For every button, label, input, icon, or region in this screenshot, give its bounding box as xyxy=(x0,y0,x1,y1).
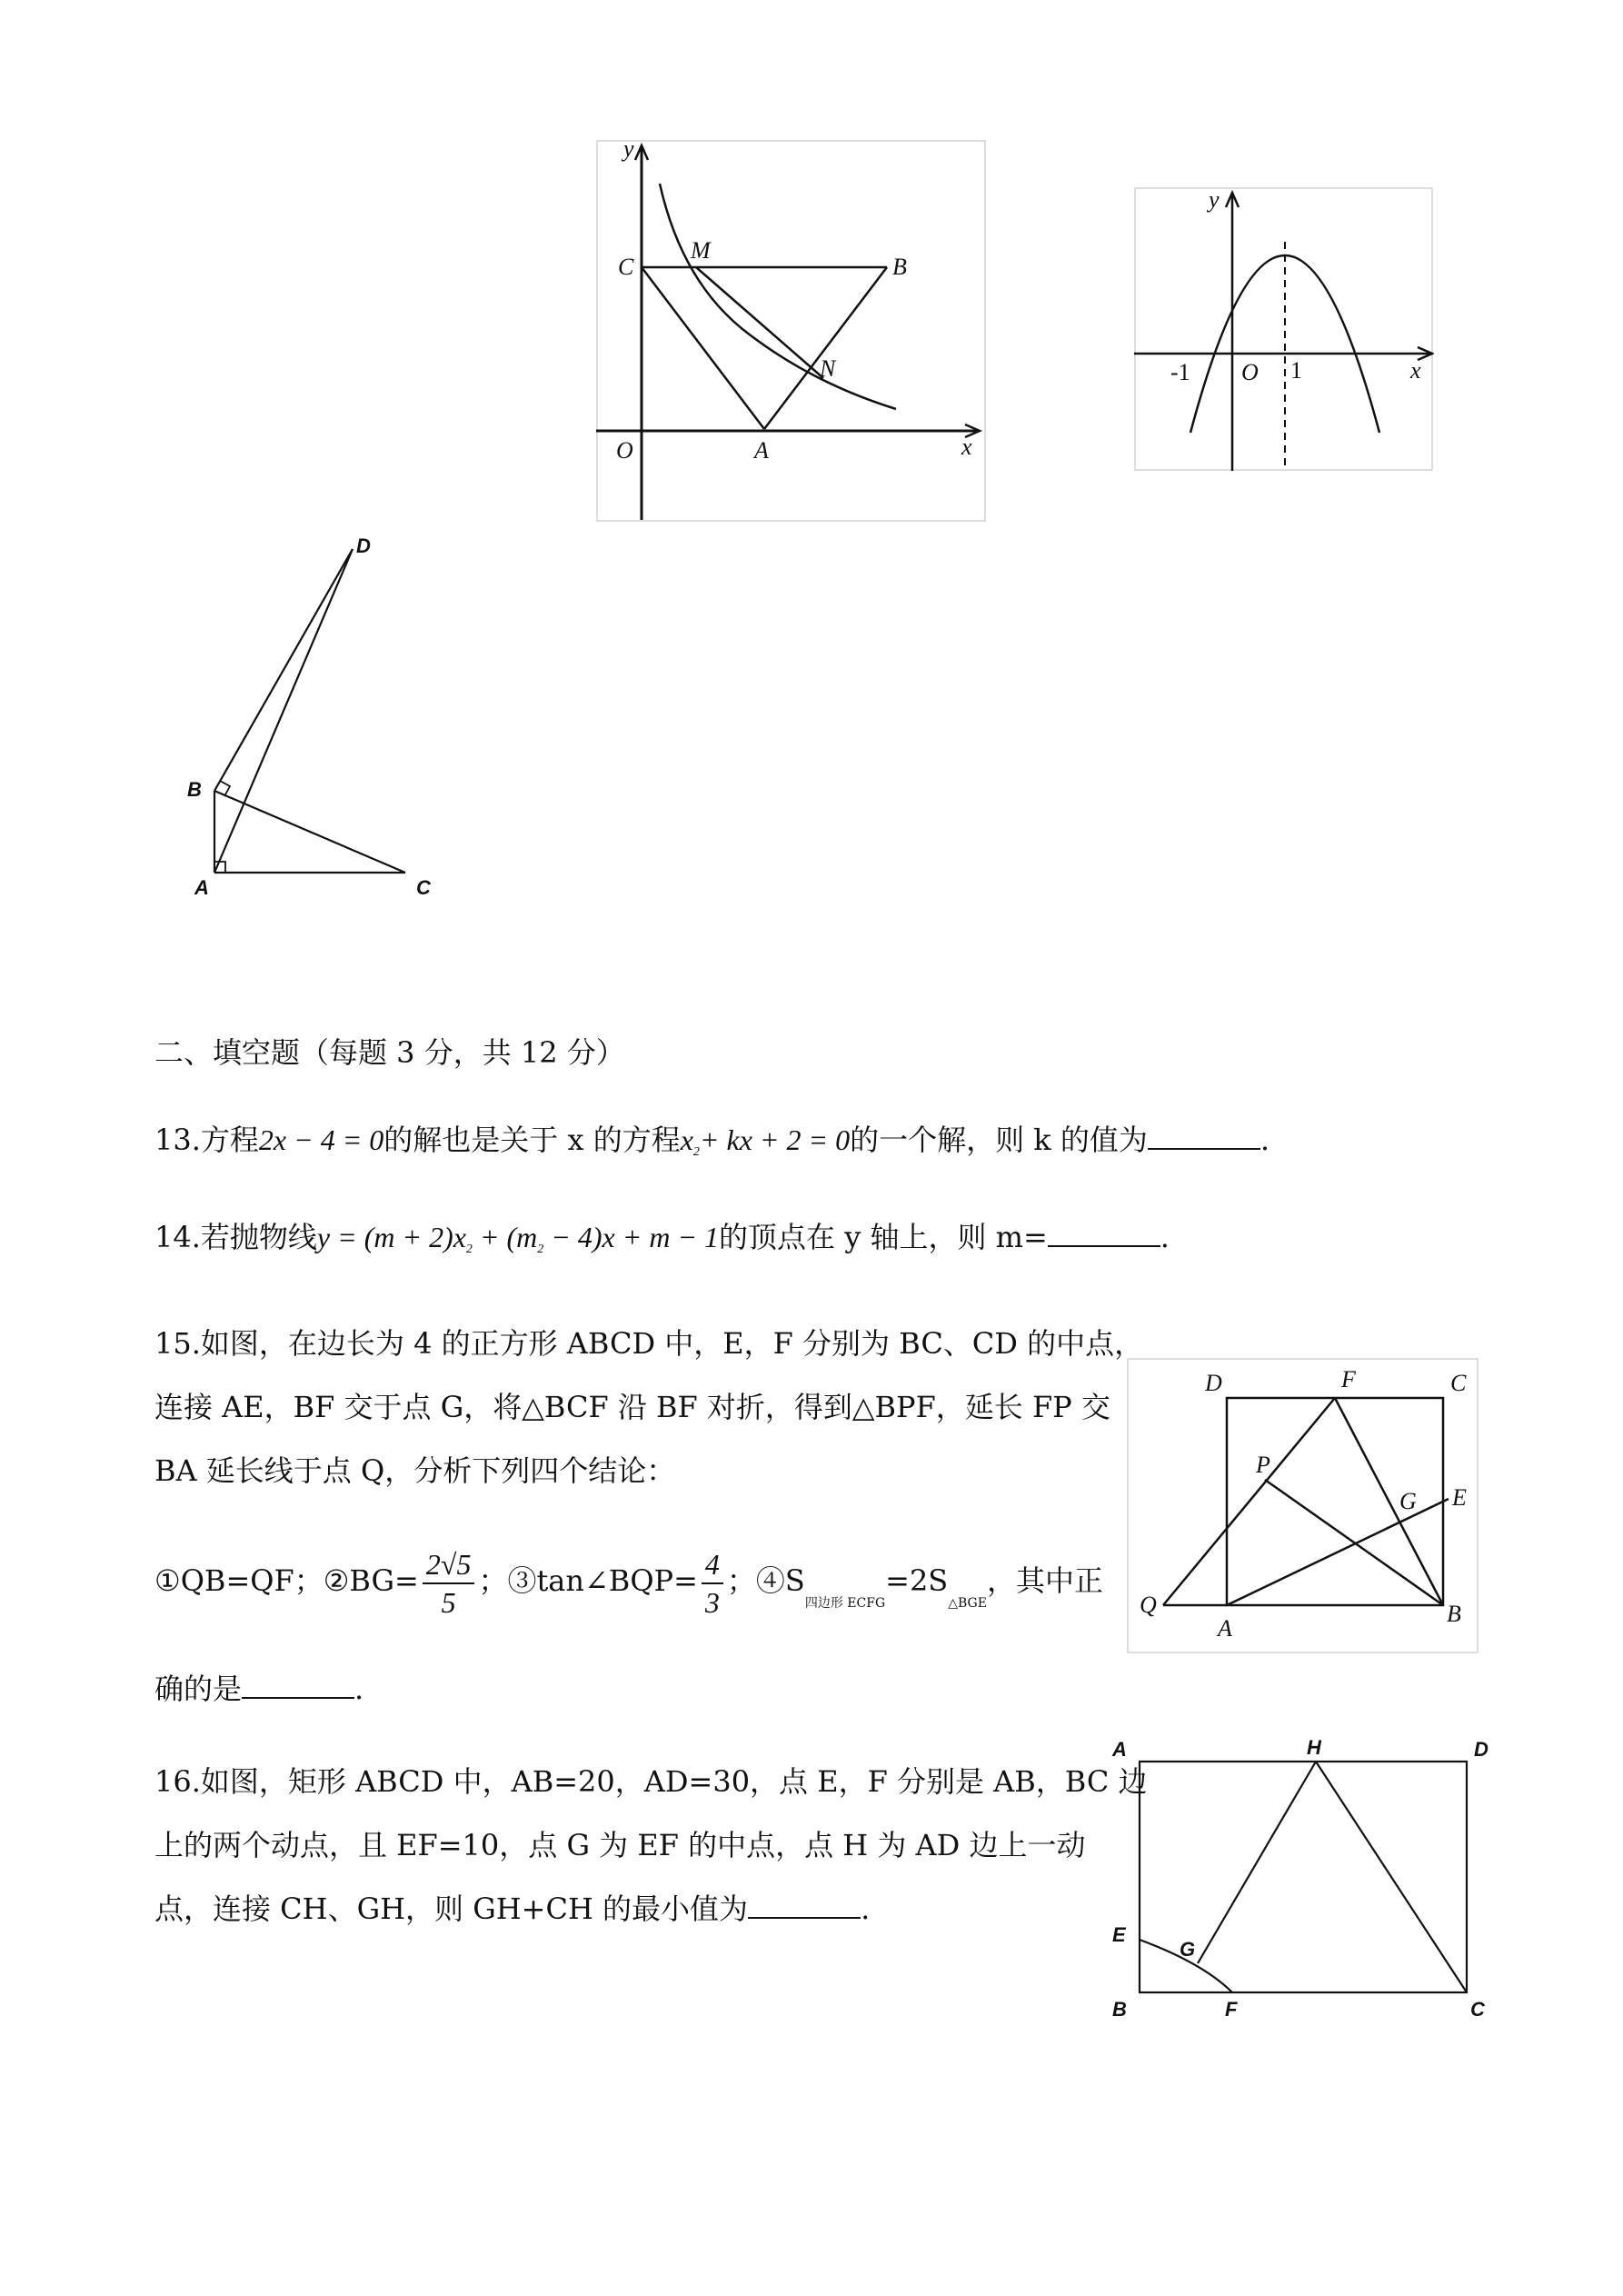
label-C: C xyxy=(1470,1998,1485,2021)
label-O: O xyxy=(1241,359,1259,385)
label-B: B xyxy=(187,778,202,801)
label-B: B xyxy=(1112,1998,1127,2021)
label-M: M xyxy=(691,237,711,264)
q15-frac2-num: 4 xyxy=(702,1546,723,1584)
figure-rectangle xyxy=(1103,1738,1503,2029)
q15-line3: BA 延长线于点 Q，分析下列四个结论： xyxy=(154,1453,676,1488)
label-F: F xyxy=(1225,1998,1238,2021)
label-x: x xyxy=(1410,357,1421,384)
q15-c3: ；④S xyxy=(726,1563,805,1598)
label-G: G xyxy=(1399,1488,1417,1514)
question-13 xyxy=(154,1122,1270,1171)
q14-eq-a: y = (m + 2)x xyxy=(316,1221,466,1253)
section-heading: 二、填空题（每题 3 分，共 12 分） xyxy=(154,1035,625,1070)
q15-line1: 15.如图，在边长为 4 的正方形 ABCD 中，E，F 分别为 BC、CD 的中点， xyxy=(154,1326,1144,1361)
q16-line1: 16.如图，矩形 ABCD 中，AB=20，AD=30，点 E，F 分别是 AB，BC 边 xyxy=(154,1764,1148,1799)
label-A: A xyxy=(1218,1615,1232,1642)
q15-sub2: △BGE xyxy=(948,1596,987,1611)
label-E: E xyxy=(1112,1923,1126,1946)
label-C: C xyxy=(1450,1370,1467,1396)
q15-line5-text: 确的是 xyxy=(154,1672,243,1706)
q13-eq1: 2x − 4 = 0 xyxy=(258,1123,384,1156)
q14-answer-blank[interactable] xyxy=(1048,1222,1160,1247)
q13-prefix: 13.方程 xyxy=(154,1123,259,1157)
q14-eq-sup2: 2 xyxy=(537,1243,544,1256)
label-Q: Q xyxy=(1140,1592,1157,1618)
q13-eq2-sup: 2 xyxy=(692,1145,700,1159)
q16-answer-blank[interactable] xyxy=(748,1893,861,1919)
q15-frac2-den: 3 xyxy=(704,1585,720,1619)
q14-end: . xyxy=(1160,1220,1170,1254)
q14-suffix: 的顶点在 y 轴上，则 m= xyxy=(719,1220,1048,1254)
q15-c5: ，其中正 xyxy=(986,1563,1103,1598)
label-D: D xyxy=(1474,1738,1489,1761)
q13-end: . xyxy=(1260,1123,1270,1157)
label-G: G xyxy=(1180,1938,1196,1961)
q15-frac1-den: 5 xyxy=(441,1585,456,1619)
label-H: H xyxy=(1307,1738,1321,1759)
label-O: O xyxy=(616,437,633,464)
q15-c2: ；③tan∠BQP= xyxy=(478,1563,698,1598)
q14-prefix: 14.若抛物线 xyxy=(154,1220,317,1254)
q15-line2: 连接 AE，BF 交于点 G，将△BCF 沿 BF 对折，得到△BPF，延长 FP 交 xyxy=(154,1390,1110,1424)
q14-eq-c: − 4)x + m − 1 xyxy=(543,1221,720,1253)
label-C: C xyxy=(618,254,634,280)
q15-end: . xyxy=(354,1672,364,1706)
q16-line3-text: 点，连接 CH、GH，则 GH+CH 的最小值为 xyxy=(154,1892,749,1926)
question-14 xyxy=(154,1219,1170,1268)
label-E: E xyxy=(1452,1484,1467,1511)
q14-eq-b: + (m xyxy=(472,1221,538,1253)
q15-c4: =2S xyxy=(885,1563,949,1598)
q13-mid: 的解也是关于 x 的方程 xyxy=(383,1123,681,1157)
q15-frac1 xyxy=(423,1546,475,1621)
figure-right-triangles xyxy=(178,531,487,903)
label-y: y xyxy=(623,140,634,162)
label-neg1: -1 xyxy=(1170,359,1190,385)
label-N: N xyxy=(820,355,836,382)
q13-eq2-a: x xyxy=(680,1123,693,1156)
q16-end: . xyxy=(861,1892,871,1926)
q15-frac2 xyxy=(702,1546,723,1621)
figure-triangle-axes xyxy=(596,140,987,522)
label-A: A xyxy=(194,876,209,899)
label-D: D xyxy=(1205,1370,1222,1396)
q13-answer-blank[interactable] xyxy=(1148,1124,1260,1150)
label-x: x xyxy=(961,434,972,460)
label-C: C xyxy=(416,876,431,899)
figure-square xyxy=(1127,1358,1479,1654)
q15-frac1-num: 2√5 xyxy=(423,1546,475,1584)
figure-parabola xyxy=(1134,187,1434,471)
q16-line3 xyxy=(154,1891,870,1927)
q15-answer-blank[interactable] xyxy=(242,1673,354,1699)
q13-eq2-b: + kx + 2 = 0 xyxy=(699,1123,851,1156)
label-P: P xyxy=(1256,1452,1270,1478)
q14-eq-sup1: 2 xyxy=(465,1243,473,1256)
label-F: F xyxy=(1341,1366,1356,1393)
q15-line5 xyxy=(154,1671,363,1707)
q15-conclusions xyxy=(154,1540,1103,1644)
label-B: B xyxy=(1447,1601,1461,1627)
label-1: 1 xyxy=(1290,357,1302,384)
q15-sub1: 四边形 ECFG xyxy=(804,1596,886,1611)
label-A: A xyxy=(1112,1738,1127,1761)
label-y: y xyxy=(1209,187,1220,213)
q15-c1: ①QB=QF；②BG= xyxy=(154,1563,419,1598)
label-B: B xyxy=(892,254,907,280)
q16-line2: 上的两个动点，且 EF=10，点 G 为 EF 的中点，点 H 为 AD 边上一动 xyxy=(154,1828,1086,1862)
label-A: A xyxy=(754,437,769,464)
q13-suffix: 的一个解，则 k 的值为 xyxy=(850,1123,1148,1157)
label-D: D xyxy=(356,534,371,557)
